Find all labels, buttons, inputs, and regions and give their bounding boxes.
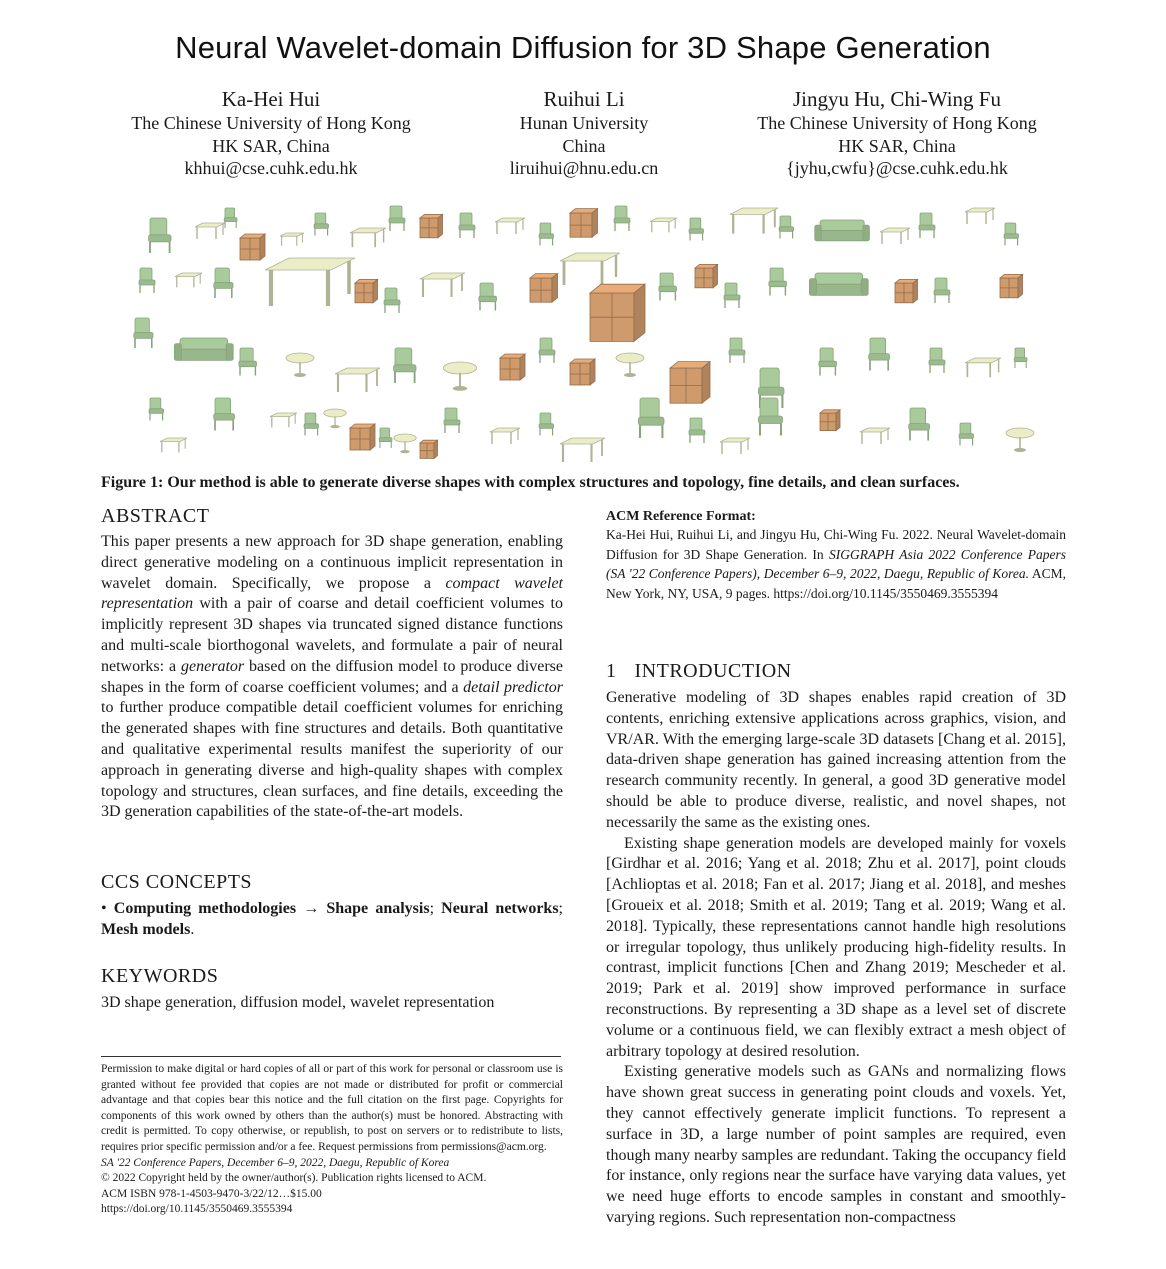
table-shape [720, 438, 750, 454]
keywords-text: 3D shape generation, diffusion model, wavelet representation [101, 994, 495, 1011]
chair-shape [134, 318, 153, 348]
round-table-shape [1006, 428, 1034, 452]
table-shape [560, 253, 620, 285]
author-affiliation: The Chinese University of Hong Kong [757, 113, 1037, 133]
chair-shape [729, 338, 745, 363]
author-location: China [562, 135, 606, 156]
teaser-figure [120, 198, 1046, 470]
section-number: 1 [606, 660, 617, 682]
cabinet-shape [420, 214, 443, 237]
table-shape [880, 228, 910, 244]
introduction-heading: 1 INTRODUCTION [606, 660, 792, 682]
table-shape [730, 208, 778, 234]
round-table-shape [616, 353, 644, 377]
keywords-heading: KEYWORDS [101, 965, 219, 987]
author-name: Jingyu Hu, Chi-Wing Fu [792, 87, 1001, 111]
cabinet-shape [355, 279, 378, 302]
chair-shape [149, 218, 171, 253]
author-name: Ruihui Li [543, 87, 625, 111]
chair-shape [539, 413, 553, 436]
round-table-shape [394, 434, 416, 453]
table-shape [420, 273, 465, 297]
chair-shape [769, 268, 787, 296]
ccs-section [101, 871, 563, 941]
cabinet-shape [350, 424, 375, 450]
table-shape [650, 218, 677, 232]
copyright-text: © 2022 Copyright held by the owner/author(s). Publication rights licensed to ACM. [101, 1172, 487, 1185]
abstract-emphasis: generator [181, 657, 245, 675]
chair-shape [239, 348, 257, 376]
abstract-heading: ABSTRACT [101, 505, 210, 527]
chair-shape [934, 278, 950, 303]
cabinet-shape [500, 354, 525, 380]
table-shape [495, 218, 525, 234]
chair-shape [724, 283, 740, 308]
chair-shape [224, 208, 237, 228]
table-shape [335, 368, 380, 392]
acm-reference-section [606, 509, 1066, 603]
author-block-3 [727, 86, 1067, 180]
chair-shape [539, 223, 553, 246]
chair-shape [444, 408, 460, 433]
footnote-rule [101, 1056, 561, 1057]
cabinet-shape [895, 279, 918, 302]
abstract-emphasis: compact wavelet representation [101, 574, 563, 613]
cabinet-shape [570, 209, 598, 238]
chair-shape [214, 268, 233, 298]
table-shape [160, 438, 187, 452]
chair-shape [139, 268, 155, 293]
table-shape [965, 358, 1001, 377]
isbn-text: ACM ISBN 978-1-4503-9470-3/22/12…$15.00 [101, 1187, 322, 1200]
cabinet-shape [240, 234, 265, 260]
cabinet-shape [570, 359, 595, 385]
author-email[interactable]: khhui@cse.cuhk.edu.hk [184, 158, 358, 178]
chair-shape [819, 348, 837, 376]
cabinet-shape [670, 362, 710, 404]
chair-shape [459, 213, 475, 238]
author-email[interactable]: liruihui@hnu.edu.cn [509, 158, 659, 178]
intro-paragraph-1: Generative modeling of 3D shapes enables rapid creation of 3D contents, enriching extensive applications across graphics, vision, and VR/AR. With the emerging large-scale 3D datasets [Chang et al. 2015], data-driven shape generation has gained increasing attention from the research community recently. In general, a good 3D generative model should be able to produce diverse, realistic, and novel shapes, not necessarily the same as the existing ones. [606, 689, 1066, 831]
table-shape [270, 413, 297, 427]
cabinet-shape [590, 284, 645, 341]
table-shape [175, 273, 202, 287]
cabinet-shape [820, 410, 840, 431]
chair-shape [929, 348, 945, 373]
figure-caption: Figure 1: Our method is able to generate diverse shapes with complex structures and topology, fine details, and clean surfaces. [101, 474, 960, 491]
round-table-shape [443, 362, 477, 391]
chair-shape [384, 288, 400, 313]
abstract-emphasis: detail predictor [463, 678, 564, 696]
cabinet-shape [695, 264, 718, 287]
author-email[interactable]: {jyhu,cwfu}@cse.cuhk.edu.hk [786, 158, 1008, 178]
cabinet-shape [1000, 274, 1023, 297]
chair-shape [1014, 348, 1027, 368]
chair-shape [614, 206, 630, 231]
chair-shape [1004, 223, 1018, 246]
chair-shape [638, 398, 664, 438]
table-shape [965, 208, 995, 224]
acm-reference-heading: ACM Reference Format: [606, 509, 756, 524]
sofa-shape [809, 273, 868, 295]
acm-reference-text: Ka-Hei Hui, Ruihui Li, and Jingyu Hu, Chi-Wing Fu. 2022. Neural Wavelet-domain Diffusion for 3D Shape Generation. In SIGGRAPH Asia 2022 Conference Papers (SA '22 Conference Papers), December 6–9, 2022, Daegu, Republic of Korea. ACM, New York, NY, USA, 9 pages. https://doi.org/10.1145/3550469.3555394 [606, 527, 1066, 601]
round-table-shape [286, 353, 314, 377]
author-block-1 [101, 86, 441, 180]
intro-paragraph-3: Existing generative models such as GANs and normalizing flows have shown great success in generating point clouds and voxels. Yet, they cannot effectively generate implicit functions. To represent a surface in 3D, a large number of point samples are required, even though many nearby samples are redundant. Taking the occupancy field for instance, only regions near the surface have varying data values, yet we need huge efforts to encode samples in constant and smoothly-varying regions. Such representation non-compactness [606, 1063, 1066, 1226]
table-shape [350, 228, 386, 247]
chair-shape [394, 348, 416, 383]
keywords-section [101, 965, 563, 1014]
chair-shape [539, 338, 555, 363]
cabinet-shape [530, 274, 558, 303]
introduction-section [606, 660, 1066, 1229]
chair-shape [869, 338, 890, 371]
author-block-2 [464, 86, 704, 180]
chair-shape [389, 206, 405, 231]
author-location: HK SAR, China [212, 135, 330, 156]
round-table-shape [324, 409, 346, 428]
chair-shape [959, 423, 973, 446]
abstract-section [101, 505, 563, 823]
chair-shape [149, 398, 163, 421]
sofa-shape [174, 338, 233, 360]
chair-shape [689, 218, 703, 241]
chair-shape [214, 398, 235, 431]
doi-link[interactable]: https://doi.org/10.1145/3550469.3555394 [101, 1203, 293, 1216]
chair-shape [379, 428, 392, 448]
permission-text: Permission to make digital or hard copies of all or part of this work for personal or classroom use is granted without fee provided that copies are not made or distributed for profit or commercial advantage and that copies bear this notice and the full citation on the first page. Copyrights for components of this work owned by others than the author(s) must be honored. Abstracting with credit is permitted. To copy otherwise, or republish, to post on servers or to redistribute to lists, requires prior specific permission and/or a fee. Request permissions from permissions@acm.org. [101, 1063, 563, 1153]
chair-shape [779, 216, 793, 239]
chair-shape [919, 213, 935, 238]
sofa-shape [815, 220, 870, 241]
cabinet-shape [420, 440, 438, 458]
author-name: Ka-Hei Hui [221, 87, 321, 111]
ccs-text: • Computing methodologies → Shape analysis; Neural networks; Mesh models. [101, 900, 563, 938]
author-affiliation: The Chinese University of Hong Kong [131, 113, 411, 133]
chair-shape [689, 418, 705, 443]
permission-block [101, 1062, 563, 1218]
table-shape [195, 223, 225, 239]
chair-shape [479, 283, 497, 311]
ccs-heading: CCS CONCEPTS [101, 871, 253, 893]
table-shape [265, 258, 355, 306]
chair-shape [759, 398, 783, 436]
author-location: HK SAR, China [838, 135, 956, 156]
table-shape [280, 233, 304, 246]
chair-shape [659, 273, 677, 301]
chair-shape [304, 413, 318, 436]
table-shape [860, 428, 890, 444]
chair-shape [909, 408, 930, 441]
intro-paragraph-2: Existing shape generation models are developed mainly for voxels [Girdhar et al. 2016; Yang et al. 2018; Zhu et al. 2017], point clouds [Achlioptas et al. 2018; Fan et al. 2017; Jiang et al. 2018], and meshes [Groueix et al. 2018; Smith et al. 2019; Tang et al. 2019; Wang et al. 2018]. Typically, these representations cannot handle high resolutions or irregular topology, thus unlikely producing high-fidelity results. In contrast, implicit functions [Chen and Zhang 2019; Mescheder et al. 2019; Park et al. 2019] show improved performance in surface reconstructions. By representing a 3D shape as a level set of discrete volume or a continuous field, we can flexibly extract a mesh object of arbitrary topology at desired resolution. [606, 834, 1066, 1060]
author-affiliation: Hunan University [519, 113, 649, 133]
table-shape [560, 438, 605, 462]
table-shape [490, 428, 520, 444]
chair-shape [314, 213, 328, 236]
abstract-text: This paper presents a new approach for 3D shape generation, enabling direct generative modeling on a continuous implicit representation in wavelet domain. Specifically, we propose a compact wavelet representation with a pair of coarse and detail coefficient volumes to implicitly represent 3D shapes via truncated signed distance functions and multi-scale biorthogonal wavelets, and formulate a pair of neural networks: a generator based on the diffusion model to produce diverse shapes in the form of coarse coefficient volumes; and a detail predictor to further produce compatible detail coefficient volumes for enriching the generated shapes with fine structures and details. Both quantitative and qualitative experimental results manifest the superiority of our approach in generating diverse and high-quality shapes with complex topology and structures, clean surfaces, and fine details, exceeding the 3D generation capabilities of the state-of-the-art models. [101, 533, 564, 821]
paper-title: Neural Wavelet-domain Diffusion for 3D Shape Generation [175, 30, 991, 65]
conference-info: SA '22 Conference Papers, December 6–9, 2022, Daegu, Republic of Korea [101, 1156, 450, 1169]
